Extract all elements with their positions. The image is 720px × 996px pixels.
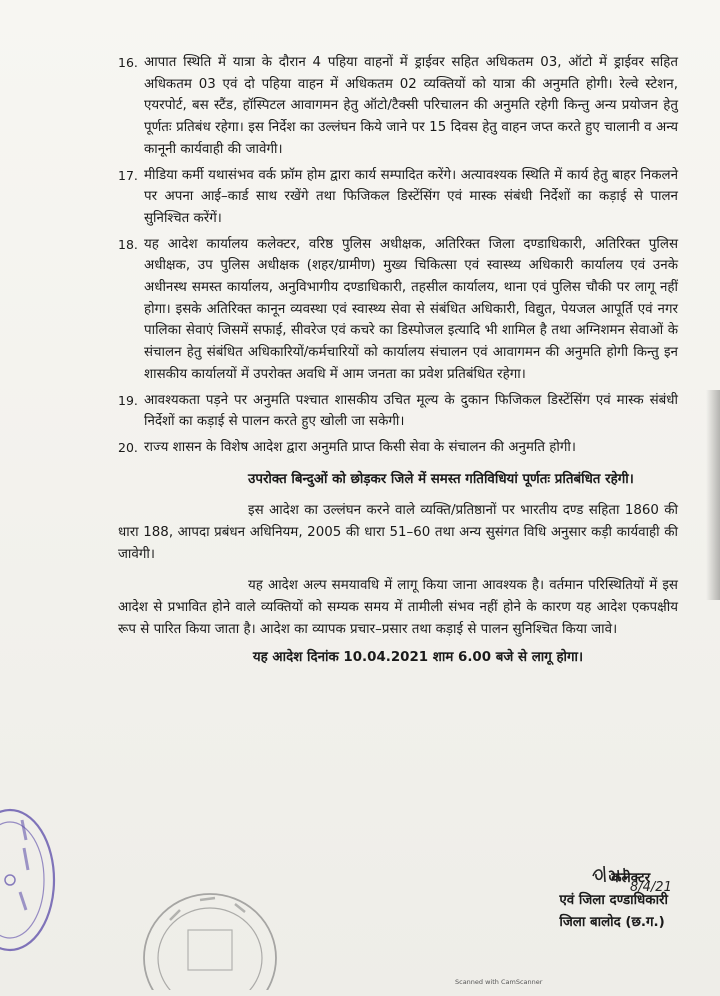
list-item	[118, 234, 678, 386]
exparte-paragraph: यह आदेश अल्प समयावधि में लागू किया जाना आवश्यक है। वर्तमान परिस्थितियों में इस आदेश से प्रभावित होने वाले व्यक्तियों को सम्यक समय में तामीली संभव नहीं होने के कारण यह आदेश एकपक्षीय रूप से पारित किया जाता है। आदेश का व्यापक प्रचार–प्रसार तथा कड़ाई से पालन सुनिश्चित किया जावे।	[118, 578, 678, 637]
effective-date-line: यह आदेश दिनांक 10.04.2021 शाम 6.00 बजे से लागू होगा।	[252, 649, 584, 665]
signature-block	[559, 868, 668, 934]
item-text: आपात स्थिति में यात्रा के दौरान 4 पहिया वाहनों में ड्राईवर सहित अधिकतम 03, ऑटो में ड्राईवर सहित अधिकतम 03 एवं दो पहिया वाहन में अधिकतम 02 व्यक्तियों को यात्रा की अनुमति होगी। रेल्वे स्टेशन, एयरपोर्ट, बस स्टैंड, हॉस्पिटल आवागमन हेतु ऑटो/टैक्सी परिचालन की अनुमति रहेगी किन्तु अन्य प्रयोजन हेतु पूर्णतः प्रतिबंध रहेगा। इस निर्देश का उल्लंघन किये जाने पर 15 दिवस हेतु वाहन जप्त करते हुए चालानी व अन्य कानूनी कार्यवाही की जावेगी।	[144, 55, 678, 157]
handwritten-date: 8/4/21	[630, 880, 672, 895]
item-text: यह आदेश कार्यालय कलेक्टर, वरिष्ठ पुलिस अधीक्षक, अतिरिक्त जिला दण्डाधिकारी, अतिरिक्त पुलिस अधीक्षक, उप पुलिस अधीक्षक (शहर/ग्रामीण) मुख्य चिकित्सा एवं स्वास्थ्य अधिकारी कार्यालय एवं उनके अधीनस्थ समस्त कार्यालय, अनुविभागीय दण्डाधिकारी, तहसील कार्यालय, थाना एवं पुलिस चौकी पर लागू नहीं होगा। इसके अतिरिक्त कानून व्यवस्था एवं स्वास्थ्य सेवा से संबंधित अधिकारी, विद्युत, पेयजल आपूर्ति एवं नगर पालिका सेवाएं जिसमें सफाई, सीवरेज एवं कचरे का डिस्पोजल इत्यादि भी शामिल है तथा अग्निशमन सेवाओं के संचालन हेतु संबंधित अधिकारियों/कर्मचारियों को कार्यालय संचालन एवं आवागमन की अनुमति होगी किन्तु इन शासकीय कार्यालयों में उपरोक्त अवधि में आम जनता का प्रवेश प्रतिबंधित रहेगा।	[144, 236, 678, 382]
order-body	[118, 52, 678, 669]
list-item	[118, 52, 678, 161]
item-number: 17.	[118, 167, 138, 183]
item-number: 19.	[118, 392, 138, 408]
item-text: आवश्यकता पड़ने पर अनुमति पश्चात शासकीय उचित मूल्य के दुकान फिजिकल डिस्टेंसिंग एवं मास्क संबंधी निर्देशों का कड़ाई से पालन करते हुए खोली जा सकेगी।	[144, 392, 678, 430]
office-seal-left	[0, 800, 60, 960]
signature-designation: एवं जिला दण्डाधिकारी	[559, 893, 668, 908]
office-seal-right	[140, 880, 280, 990]
item-text: राज्य शासन के विशेष आदेश द्वारा अनुमति प्राप्त किसी सेवा के संचालन की अनुमति होगी।	[144, 439, 576, 455]
item-text: मीडिया कर्मी यथासंभव वर्क फ्रॉम होम द्वारा कार्य सम्पादित करेंगे। अत्यावश्यक स्थिति में कार्य हेतु बाहर निकलने पर अपना आई–कार्ड साथ रखेंगे तथा फिजिकल डिस्टेंसिंग एवं मास्क संबंधी निर्देशों का कड़ाई से पालन सुनिश्चित करेंगें।	[144, 167, 678, 226]
item-number: 16.	[118, 55, 138, 70]
item-number: 20.	[118, 439, 138, 455]
list-item	[118, 390, 678, 433]
scanner-watermark: Scanned with CamScanner	[455, 978, 543, 986]
restriction-paragraph: उपरोक्त बिन्दुओं को छोड़कर जिले में समस्त गतिविधियां पूर्णतः प्रतिबंधित रहेगी।	[248, 471, 634, 487]
signature-district: जिला बालोद (छ.ग.)	[559, 915, 665, 930]
signature-title: कलेक्टर	[611, 871, 651, 886]
item-number: 18.	[118, 236, 138, 252]
list-item	[118, 437, 678, 459]
scan-edge-shadow	[706, 390, 720, 600]
violation-paragraph: इस आदेश का उल्लंघन करने वाले व्यक्ति/प्रतिष्ठानों पर भारतीय दण्ड सहिता 1860 की धारा 188, आपदा प्रबंधन अधिनियम, 2005 की धारा 51–60 तथा अन्य सुसंगत विधि अनुसार कड़ी कार्यवाही की जावेगी।	[118, 503, 678, 562]
list-item	[118, 165, 678, 230]
